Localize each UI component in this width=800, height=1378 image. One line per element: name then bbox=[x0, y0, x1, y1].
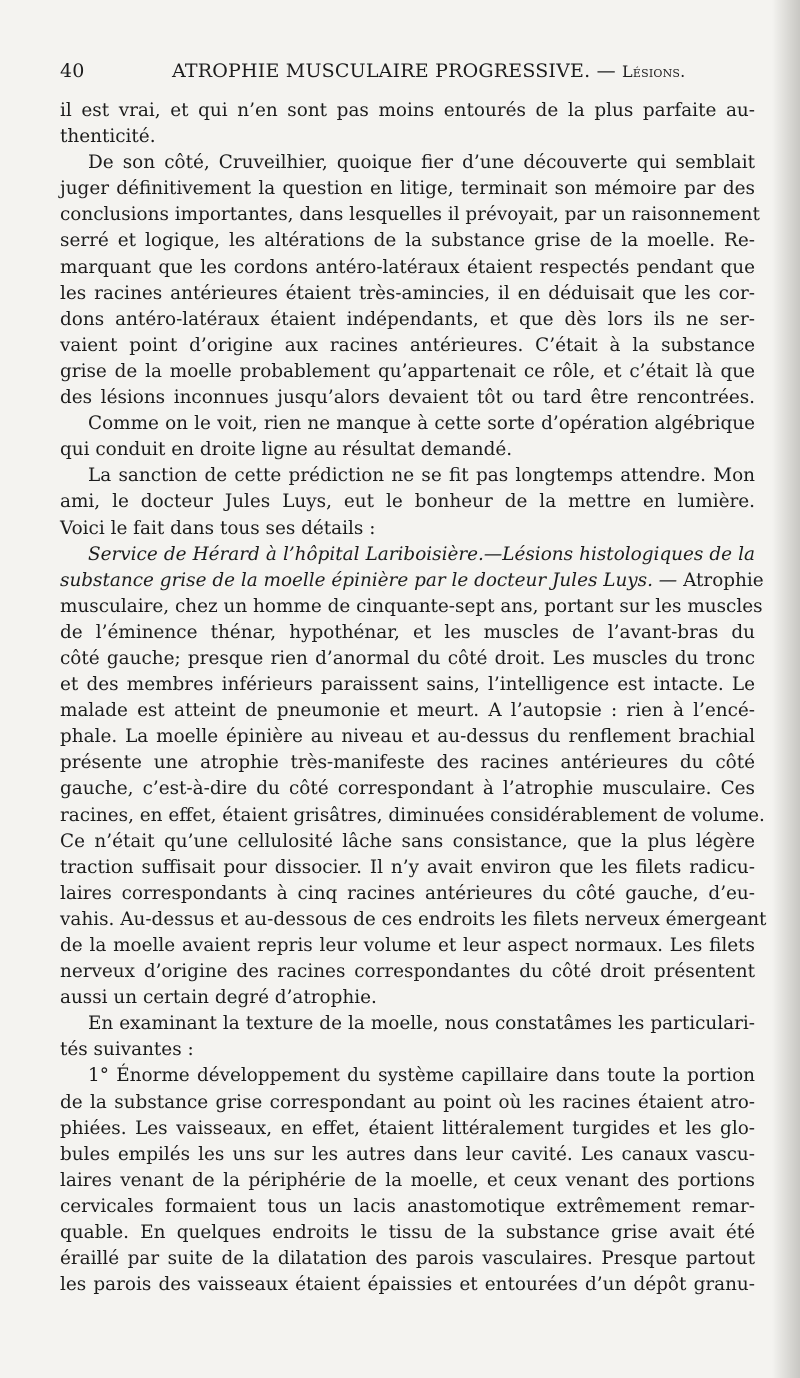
text-line: Ce n’était qu’une cellulosité lâche sans consistance, que la plus légère bbox=[60, 830, 755, 852]
text-line: Comme on le voit, rien ne manque à cette sorte d’opération algébrique bbox=[88, 413, 755, 435]
text-line: tés suivantes : bbox=[60, 1039, 194, 1061]
text-line bbox=[60, 568, 764, 594]
text-line: racines, en effet, étaient grisâtres, diminuées considérablement de volume. bbox=[60, 804, 765, 826]
text-line: La sanction de cette prédiction ne se fit pas longtemps attendre. Mon bbox=[88, 465, 755, 487]
text-line: aussi un certain degré d’atrophie. bbox=[60, 987, 377, 1009]
text-line: présente une atrophie très-manifeste des racines antérieures du côté bbox=[60, 752, 755, 774]
text-line: De son côté, Cruveilhier, quoique fier d’une découverte qui semblait bbox=[88, 152, 755, 174]
text-line: En examinant la texture de la moelle, nous constatâmes les particulari- bbox=[88, 1013, 755, 1035]
text-line: cervicales formaient tous un lacis anastomotique extrêmement remar- bbox=[60, 1195, 755, 1217]
text-line: de la moelle avaient repris leur volume et leur aspect normaux. Les filets bbox=[60, 935, 755, 956]
text-line: de l’éminence thénar, hypothénar, et les muscles de l’avant-bras du bbox=[60, 621, 755, 643]
text-line: malade est atteint de pneumonie et meurt. A l’autopsie : rien à l’encé- bbox=[60, 700, 755, 722]
running-title-text: ATROPHIE MUSCULAIRE PROGRESSIVE. — bbox=[172, 60, 616, 82]
text-line: phiées. Les vaisseaux, en effet, étaient littéralement turgides et les glo- bbox=[60, 1117, 755, 1139]
page-number: 40 bbox=[60, 60, 85, 82]
text-line: dons antéro-latéraux étaient indépendants, et que dès lors ils ne ser- bbox=[60, 308, 755, 330]
running-section: Lésions. bbox=[622, 62, 686, 81]
text-line: nerveux d’origine des racines correspondantes du côté droit présentent bbox=[60, 961, 755, 983]
text-line: bules empilés les uns sur les autres dans leur cavité. Les canaux vascu- bbox=[60, 1143, 755, 1165]
text-line: ami, le docteur Jules Luys, eut le bonheur de la mettre en lumière. bbox=[60, 491, 755, 513]
text-line: juger définitivement la question en litige, terminait son mémoire par des bbox=[60, 178, 755, 200]
text-line: et des membres inférieurs paraissent sains, l’intelligence est intacte. Le bbox=[60, 674, 755, 696]
text-line: de la substance grise correspondant au point où les racines étaient atro- bbox=[60, 1091, 755, 1113]
text-line: Voici le fait dans tous ses détails : bbox=[60, 517, 376, 539]
text-line: des lésions inconnues jusqu’alors devaient tôt ou tard être rencontrées. bbox=[60, 387, 755, 409]
text-line: phale. La moelle épinière au niveau et au-dessus du renflement brachial bbox=[60, 726, 755, 748]
text-line: il est vrai, et qui n’en sont pas moins entourés de la plus parfaite au- bbox=[60, 100, 755, 121]
text-line: marquant que les cordons antéro-latéraux étaient respectés pendant que bbox=[60, 256, 755, 278]
text-line: qui conduit en droite ligne au résultat demandé. bbox=[60, 439, 513, 461]
text-line: éraillé par suite de la dilatation des parois vasculaires. Presque partout bbox=[60, 1248, 755, 1270]
text-line: Service de Hérard à l’hôpital Lariboisière.—Lésions histologiques de la bbox=[88, 543, 755, 565]
text-line: laires venant de la périphérie de la moelle, et ceux venant des portions bbox=[60, 1169, 755, 1191]
line-continuation: Atrophie bbox=[683, 569, 764, 591]
text-line: quable. En quelques endroits le tissu de la substance grise avait été bbox=[60, 1222, 755, 1244]
text-line: les parois des vaisseaux étaient épaissies et entourées d’un dépôt granu- bbox=[60, 1274, 755, 1296]
text-line: vahis. Au-dessus et au-dessous de ces endroits les filets nerveux émergeant bbox=[60, 908, 767, 930]
body-text bbox=[60, 98, 767, 1298]
text-line: conclusions importantes, dans lesquelles il prévoyait, par un raisonnement bbox=[60, 204, 760, 226]
text-line: musculaire, chez un homme de cinquante-sept ans, portant sur les muscles bbox=[60, 595, 763, 617]
text-line: gauche, c’est-à-dire du côté correspondant à l’atrophie musculaire. Ces bbox=[60, 778, 755, 800]
text-line: vaient point d’origine aux racines antérieures. C’était à la substance bbox=[60, 334, 755, 356]
text-line: 1° Énorme développement du système capillaire dans toute la portion bbox=[88, 1065, 755, 1087]
text-line: traction suffisait pour dissocier. Il n’y avait environ que les filets radicu- bbox=[60, 856, 755, 878]
running-title bbox=[172, 60, 685, 82]
text-line: côté gauche; presque rien d’anormal du côté droit. Les muscles du tronc bbox=[60, 647, 755, 669]
page-header bbox=[60, 60, 755, 90]
text-line: laires correspondants à cinq racines antérieures du côté gauche, d’eu- bbox=[60, 882, 755, 904]
text-line: les racines antérieures étaient très-amincies, il en déduisait que les cor- bbox=[60, 282, 755, 304]
text-line: serré et logique, les altérations de la substance grise de la moelle. Re- bbox=[60, 230, 755, 252]
text-line: grise de la moelle probablement qu’appartenait ce rôle, et c’était là que bbox=[60, 360, 755, 382]
page-edge-shadow bbox=[772, 0, 800, 1378]
text-line: thenticité. bbox=[60, 126, 156, 148]
italic-heading: substance grise de la moelle épinière par le docteur Jules Luys. — bbox=[60, 569, 678, 591]
